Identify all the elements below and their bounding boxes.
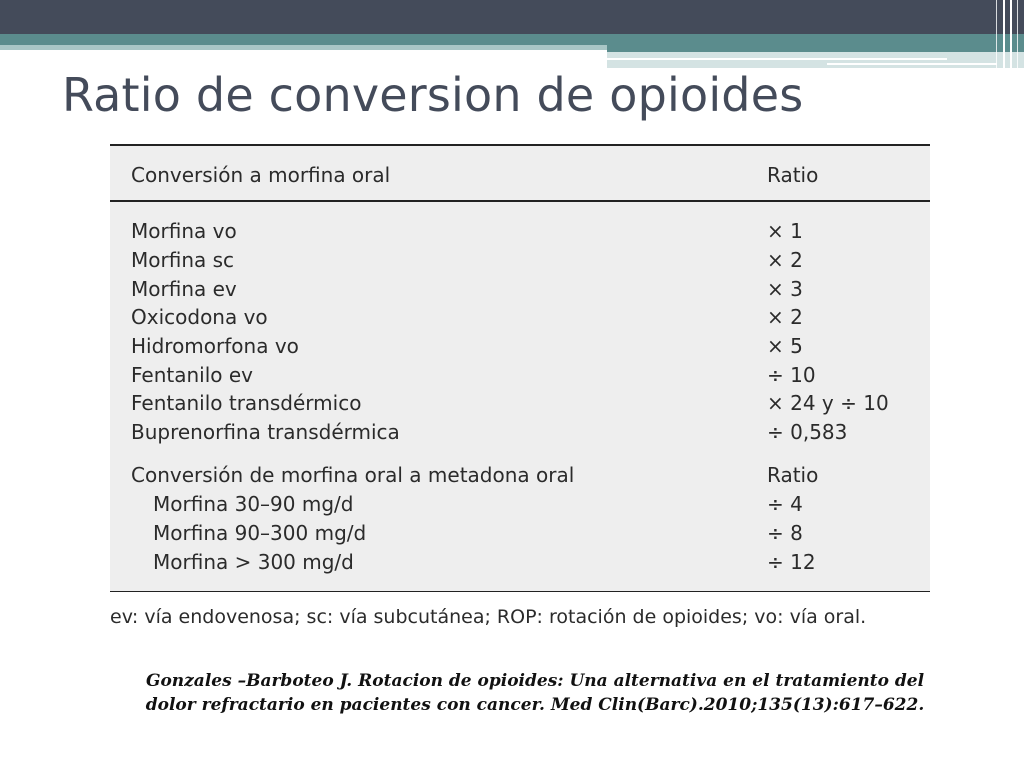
header-band-teal [0,34,1024,45]
header-band-accent [607,45,1024,52]
conversion-table [110,144,930,592]
row-ratio: × 3 [767,277,803,301]
row-label: Morfina sc [131,248,235,272]
row-ratio: ÷ 10 [767,363,816,387]
citation-line: Gonzales –Barboteo J. Rotacion de opioides: Una alternativa en el tratamiento del [145,671,925,691]
header-rule [607,58,947,60]
row-label: Morfina vo [131,219,237,243]
row-ratio: ÷ 12 [767,550,816,574]
header-band-pale [607,52,1024,68]
table-row [110,363,930,391]
slide-title: Ratio de conversion de opioides [62,68,804,122]
row-ratio: ÷ 4 [767,492,803,516]
table-footnote: ev: vía endovenosa; sc: vía subcutánea; ROP: rotación de opioides; vo: vía oral. [110,606,867,628]
row-ratio: ÷ 8 [767,521,803,545]
header-stripe [1010,0,1012,68]
row-label: Fentanilo ev [131,363,254,387]
header-stripe [1003,0,1005,68]
table-header-ratio: Ratio [767,163,819,187]
table-row [110,248,930,276]
row-ratio: × 2 [767,305,803,329]
row-label: Morfina 90–300 mg/d [153,521,367,545]
citation [100,669,970,717]
row-ratio: × 5 [767,334,803,358]
table-row [110,305,930,333]
row-ratio: ÷ 0,583 [767,420,848,444]
row-label: Morfina ev [131,277,237,301]
table-row [110,391,930,419]
row-label: Buprenorfina transdérmica [131,420,400,444]
table-row [110,219,930,247]
row-label: Morfina > 300 mg/d [153,550,354,574]
table-row [110,277,930,305]
section-ratio: Ratio [767,463,819,487]
table-row [110,334,930,362]
table-row [110,420,930,448]
header-stripe [996,0,997,68]
table-row [110,521,930,549]
table-section-header [110,463,930,491]
citation-line: dolor refractario en pacientes con cancer. Med Clin(Barc).2010;135(13):617–622. [145,695,925,715]
row-label: Fentanilo transdérmico [131,391,362,415]
table-row [110,492,930,520]
table-row [110,550,930,578]
row-label: Morfina 30–90 mg/d [153,492,354,516]
section-label: Conversión de morfina oral a metadona oral [131,463,575,487]
row-label: Hidromorfona vo [131,334,299,358]
row-ratio: × 1 [767,219,803,243]
table-header-label: Conversión a morfina oral [131,163,391,187]
header-stripe [1017,0,1018,68]
row-ratio: × 24 y ÷ 10 [767,391,889,415]
row-label: Oxicodona vo [131,305,268,329]
header-band-dark [0,0,1024,34]
header-rule [827,63,997,65]
row-ratio: × 2 [767,248,803,272]
table-header [110,146,930,202]
